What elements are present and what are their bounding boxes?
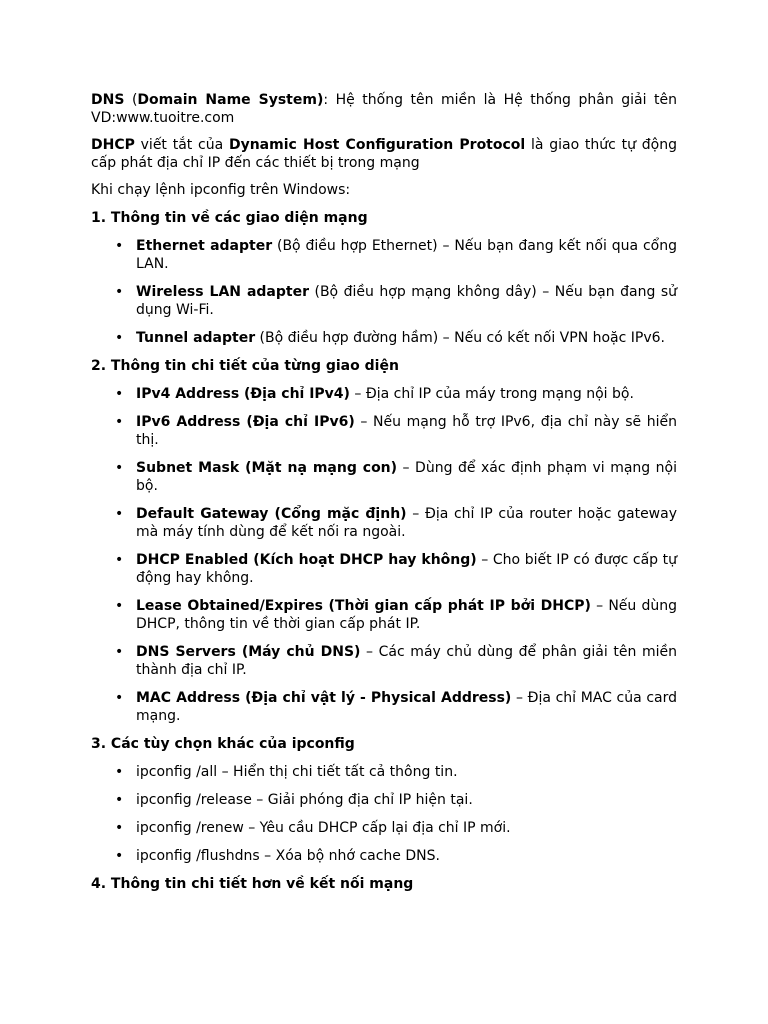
dns-definition — [91, 91, 677, 127]
ipconfig-intro: Khi chạy lệnh ipconfig trên Windows: — [91, 182, 351, 198]
list-item — [91, 505, 677, 541]
sections-container — [91, 209, 677, 893]
list-item — [91, 459, 677, 495]
bullet-dot-icon: • — [115, 598, 124, 614]
item-description: – Địa chỉ IP của máy trong mạng nội bộ. — [349, 386, 634, 402]
bullet-dot-icon: • — [115, 792, 124, 808]
list-item — [91, 413, 677, 449]
bullet-dot-icon: • — [115, 330, 124, 346]
item-term: DHCP Enabled (Kích hoạt DHCP hay không) — [136, 552, 477, 568]
item-description: ipconfig /renew – Yêu cầu DHCP cấp lại địa chỉ IP mới. — [136, 820, 511, 836]
item-term: MAC Address (Địa chỉ vật lý - Physical Address) — [136, 690, 512, 706]
item-description: (Bộ điều hợp Ethernet) – Nếu bạn đang kết nối qua cổng LAN. — [136, 238, 677, 272]
list-item — [91, 819, 677, 837]
dhcp-term: DHCP — [91, 137, 135, 153]
list-item — [91, 763, 677, 781]
item-description: (Bộ điều hợp đường hầm) – Nếu có kết nối VPN hoặc IPv6. — [255, 330, 665, 346]
dns-description: : Hệ thống tên miền là Hệ thống phân giải tên VD:www.tuoitre.com — [91, 92, 677, 126]
bullet-dot-icon: • — [115, 848, 124, 864]
bullet-dot-icon: • — [115, 460, 124, 476]
list-item — [91, 329, 677, 347]
section-heading: 1. Thông tin về các giao diện mạng — [91, 210, 368, 226]
item-description: – Nếu dùng DHCP, thông tin về thời gian cấp phát IP. — [136, 598, 677, 632]
bullet-dot-icon: • — [115, 644, 124, 660]
list-item — [91, 643, 677, 679]
item-term: Subnet Mask (Mặt nạ mạng con) — [136, 460, 398, 476]
section-heading: 3. Các tùy chọn khác của ipconfig — [91, 736, 355, 752]
list-item — [91, 551, 677, 587]
item-description: – Địa chỉ IP của router hoặc gateway mà máy tính dùng để kết nối ra ngoài. — [136, 506, 677, 540]
item-description: ipconfig /flushdns – Xóa bộ nhớ cache DNS. — [136, 848, 440, 864]
bullet-dot-icon: • — [115, 386, 124, 402]
item-description: – Dùng để xác định phạm vi mạng nội bộ. — [136, 460, 677, 494]
item-term: IPv6 Address (Địa chỉ IPv6) — [136, 414, 355, 430]
item-term: IPv4 Address (Địa chỉ IPv4) — [136, 386, 350, 402]
dns-full-name: Domain Name System) — [137, 92, 324, 108]
item-term: Tunnel adapter — [136, 330, 256, 346]
dns-term: DNS — [91, 92, 125, 108]
bullet-dot-icon: • — [115, 284, 124, 300]
bullet-dot-icon: • — [115, 238, 124, 254]
item-description: (Bộ điều hợp mạng không dây) – Nếu bạn đang sử dụng Wi-Fi. — [136, 284, 678, 318]
dns-paren: ( — [124, 92, 138, 108]
bullet-list — [91, 385, 677, 725]
dhcp-connector: viết tắt của — [134, 137, 229, 153]
list-item — [91, 791, 677, 809]
item-term: Wireless LAN adapter — [136, 284, 309, 300]
item-term: Default Gateway (Cổng mặc định) — [136, 506, 407, 522]
section-heading: 2. Thông tin chi tiết của từng giao diện — [91, 358, 399, 374]
dhcp-description: là giao thức tự động cấp phát địa chỉ IP đến các thiết bị trong mạng — [91, 137, 677, 171]
item-term: Ethernet adapter — [136, 238, 273, 254]
bullet-list — [91, 763, 677, 865]
list-item — [91, 847, 677, 865]
dhcp-definition — [91, 136, 677, 172]
list-item — [91, 597, 677, 633]
bullet-dot-icon: • — [115, 690, 124, 706]
item-description: ipconfig /release – Giải phóng địa chỉ IP hiện tại. — [136, 792, 473, 808]
list-item — [91, 237, 677, 273]
item-description: ipconfig /all – Hiển thị chi tiết tất cả thông tin. — [136, 764, 458, 780]
bullet-dot-icon: • — [115, 552, 124, 568]
section-heading: 4. Thông tin chi tiết hơn về kết nối mạng — [91, 876, 414, 892]
bullet-dot-icon: • — [115, 820, 124, 836]
item-description: – Cho biết IP có được cấp tự động hay không. — [136, 552, 677, 586]
dhcp-full-name: Dynamic Host Configuration Protocol — [228, 137, 526, 153]
list-item — [91, 689, 677, 725]
list-item — [91, 283, 677, 319]
document-body — [91, 91, 677, 903]
bullet-dot-icon: • — [115, 764, 124, 780]
bullet-dot-icon: • — [115, 414, 124, 430]
bullet-list — [91, 237, 677, 347]
list-item — [91, 385, 677, 403]
item-description: – Các máy chủ dùng để phân giải tên miền thành địa chỉ IP. — [136, 644, 677, 678]
item-term: DNS Servers (Máy chủ DNS) — [136, 644, 361, 660]
item-term: Lease Obtained/Expires (Thời gian cấp phát IP bởi DHCP) — [136, 598, 591, 614]
item-description: – Địa chỉ MAC của card mạng. — [136, 690, 677, 724]
bullet-dot-icon: • — [115, 506, 124, 522]
item-description: – Nếu mạng hỗ trợ IPv6, địa chỉ này sẽ hiển thị. — [136, 414, 677, 448]
